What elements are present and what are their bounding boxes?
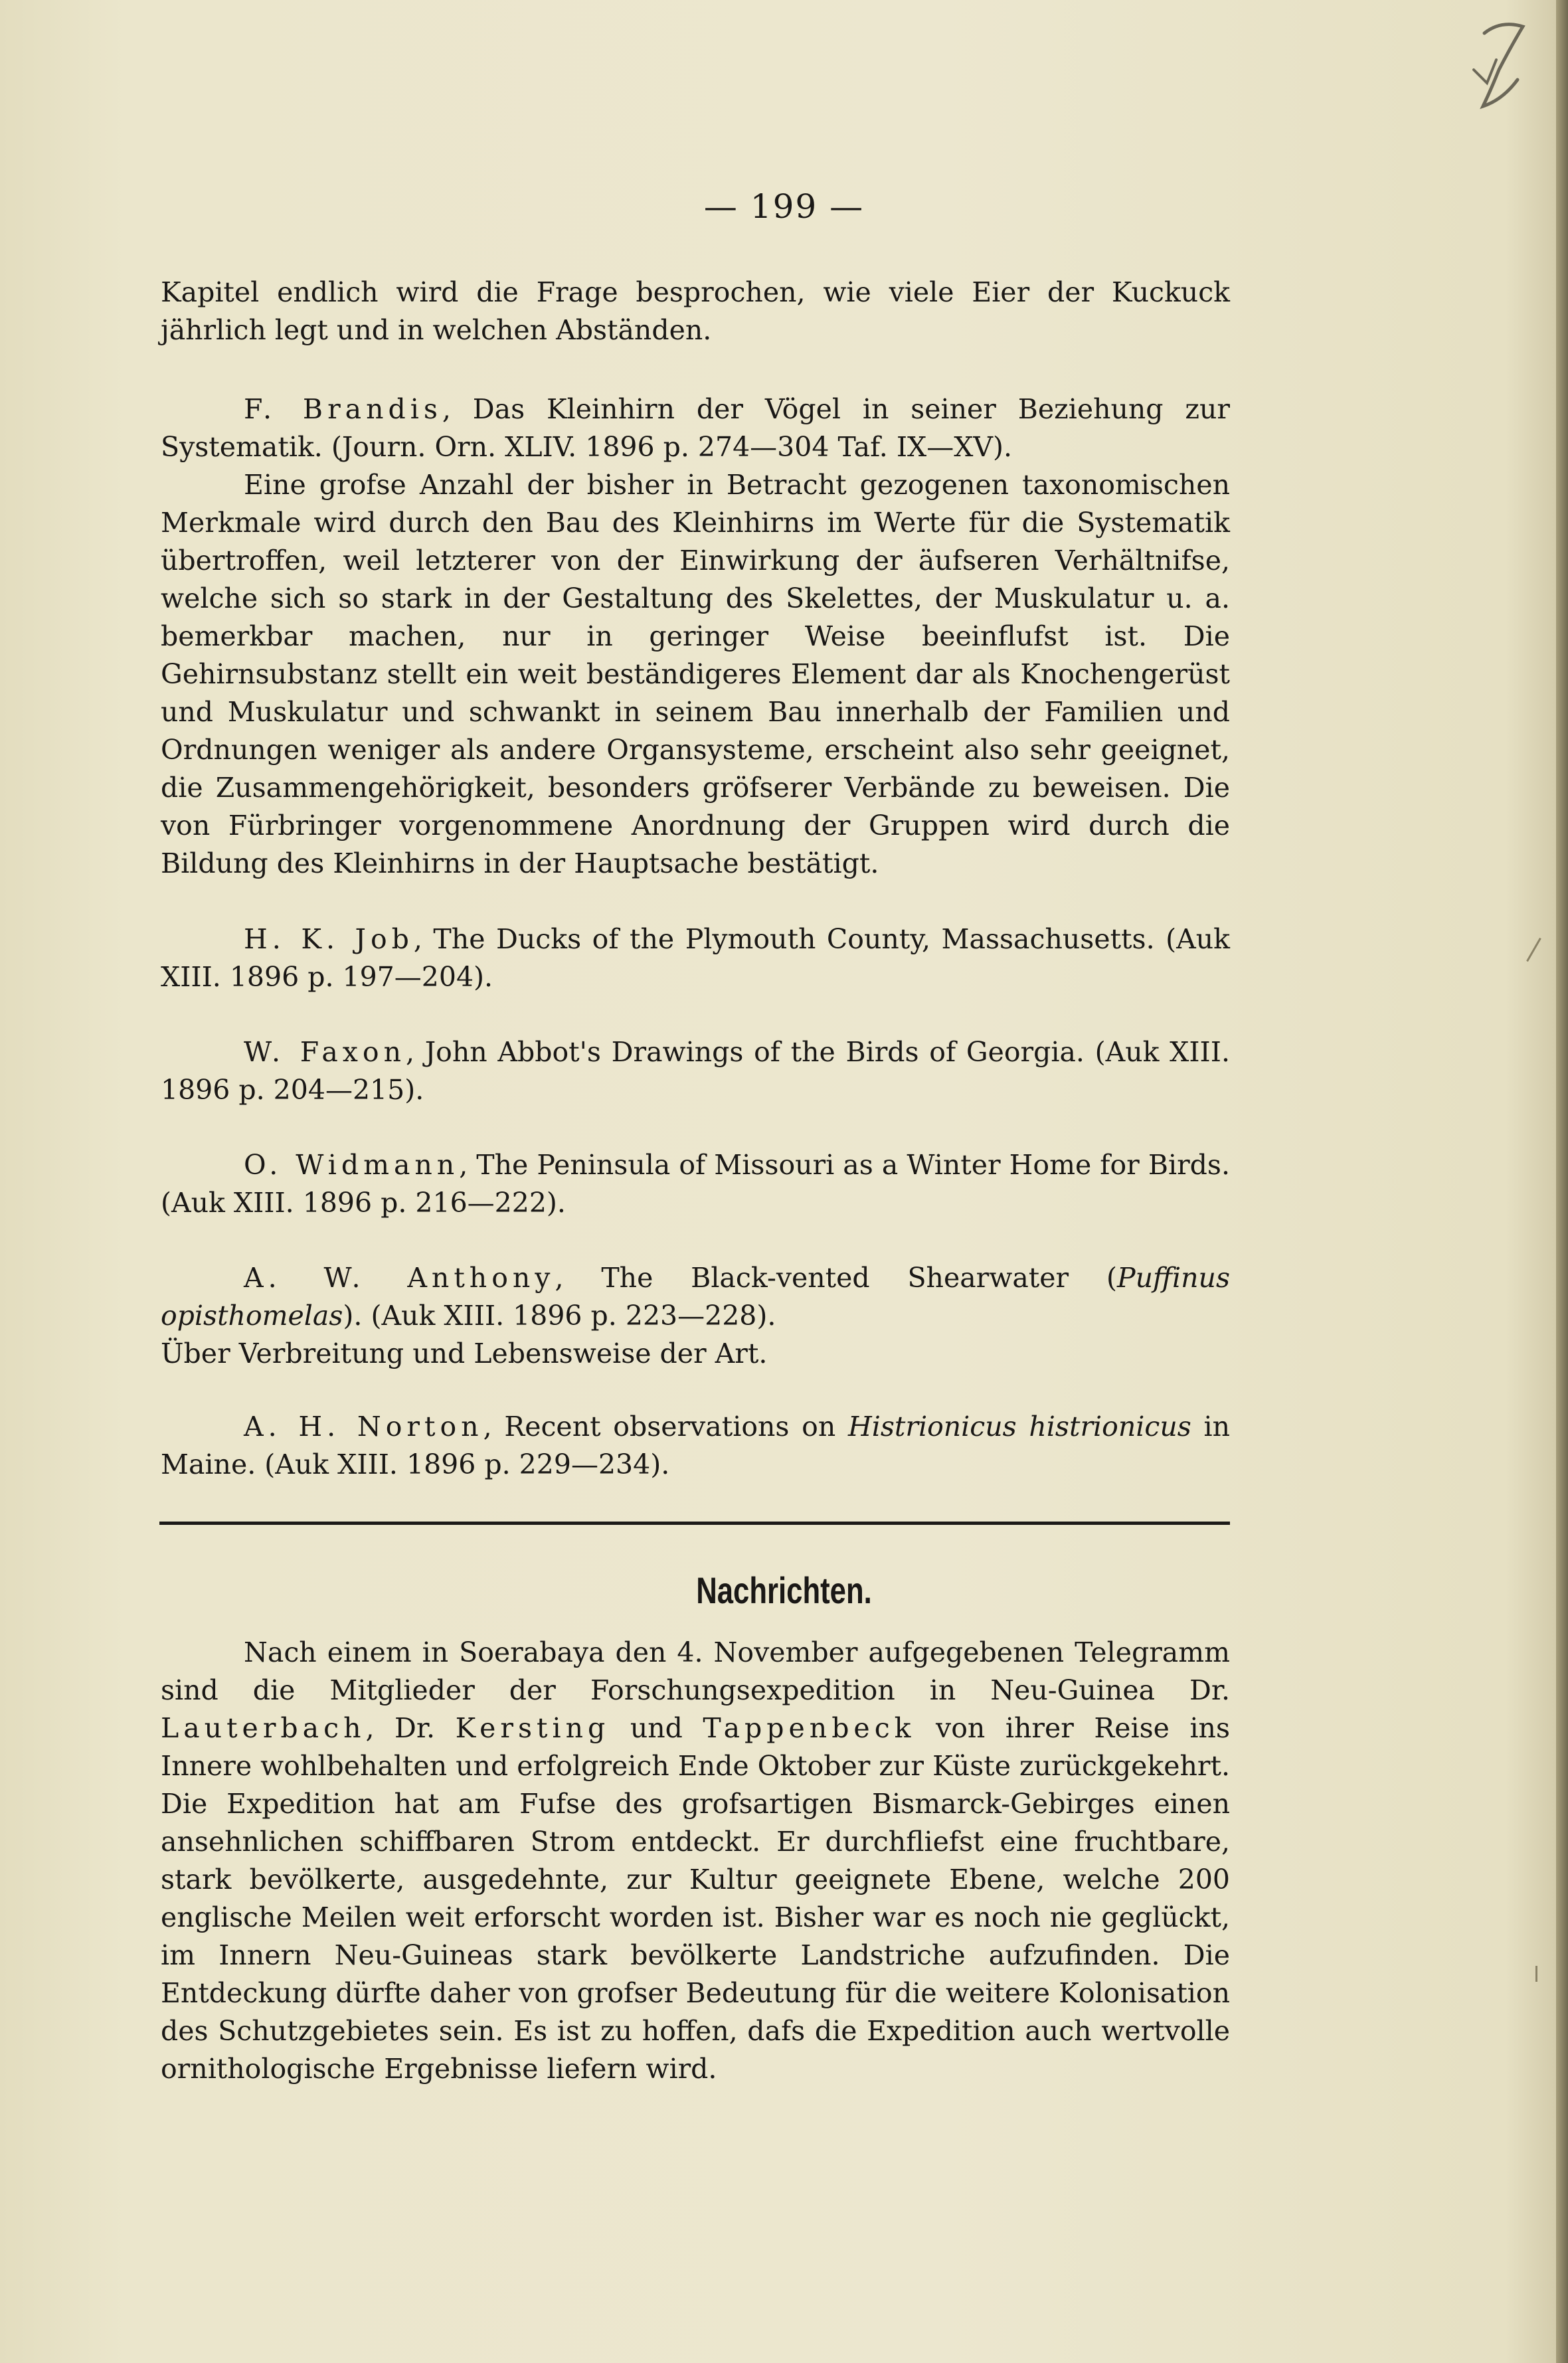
entry-summary: Eine grofse Anzahl der bisher in Betracht gezogenen taxonomischen Merkmale wird durch den Bau des Kleinhirns im Werte für die Systematik übertroffen, weil letzterer von der Einwirkung der äufseren Verhältnifse, welche sich so stark in der Gestaltung des Skelettes, der Muskulatur u. a. bemerkbar machen, nur in geringer Weise beeinflufst ist. Die Gehirnsubstanz stellt ein weit beständigeres Element dar als Knochengerüst und Muskulatur und schwankt in seinem Bau innerhalb der Familien und Ordnungen weniger als andere Organsysteme, erscheint also sehr geeignet, die Zusammengehörigkeit, besonders gröfserer Verbände zu beweisen. Die von Fürbringer vorgenommene Anordnung der Gruppen wird durch die Bildung des Kleinhirns in der Hauptsache bestätigt. xyxy=(161,469,1230,879)
person-name: Lauterbach xyxy=(161,1712,366,1744)
paragraph-text: Kapitel endlich wird die Frage besprochen, wie viele Eier der Kuckuck jährlich legt und in welchen Abständen. xyxy=(161,276,1230,346)
entry-note: Über Verbreitung und Lebensweise der Art. xyxy=(161,1338,768,1369)
section-divider xyxy=(159,1522,1230,1525)
entry-citation: , John Abbot's Drawings of the Birds of Georgia. (Auk XIII. 1896 p. 204—215). xyxy=(161,1036,1230,1106)
page-number: — 199 — xyxy=(703,187,865,226)
news-text: und xyxy=(610,1712,703,1744)
entry-citation: , The Peninsula of Missouri as a Winter Home for Birds. (Auk XIII. 1896 p. 216—222). xyxy=(161,1149,1230,1219)
paragraph-kapitel xyxy=(161,274,1230,349)
entry-author: H. K. Job xyxy=(244,923,414,955)
entry-citation: , The Ducks of the Plymouth County, Massachusetts. (Auk XIII. 1896 p. 197—204). xyxy=(161,923,1230,993)
species-name: Puffinus opisthomelas xyxy=(161,1262,1230,1332)
handwritten-corner-mark xyxy=(1464,7,1537,120)
entry-author: A. H. Norton xyxy=(244,1411,483,1443)
person-name: Tappenbeck xyxy=(703,1712,916,1744)
news-text: Nach einem in Soerabaya den 4. November aufgegebenen Telegramm sind die Mitglieder der Forschungsexpedition in Neu-Guinea Dr. xyxy=(161,1636,1230,1706)
news-paragraph xyxy=(161,1634,1230,2088)
entry-citation-end: ). (Auk XIII. 1896 p. 223—228). xyxy=(343,1300,776,1332)
entry-citation: , Recent observations on xyxy=(483,1411,848,1443)
species-name: Histrionicus histrionicus xyxy=(847,1411,1191,1443)
entry-citation: , Das Kleinhirn der Vögel in seiner Beziehung zur Systematik. (Journ. Orn. XLIV. 1896 p. 274—304 Taf. IX—XV). xyxy=(161,393,1230,463)
margin-mark xyxy=(1535,1966,1537,1982)
entry-author: O. Widmann xyxy=(244,1149,460,1181)
entry-citation: , The Black-vented Shearwater ( xyxy=(555,1262,1117,1294)
entry-author: W. Faxon xyxy=(244,1036,406,1068)
news-text: von ihrer Reise ins Innere wohlbehalten und erfolgreich Ende Oktober zur Küste zurückgekehrt. Die Expedition hat am Fufse des grofsartigen Bismarck-Gebirges einen ansehnlichen schiffbaren Strom entdeckt. Er durchfliefst eine fruchtbare, stark bevölkerte, ausgedehnte, zur Kultur geeignete Ebene, welche 200 englische Meilen weit erforscht worden ist. Bisher war es noch nie geglückt, im Innern Neu-Guineas stark bevölkerte Landstriche aufzufinden. Die Entdeckung dürfte daher von grofser Bedeutung für die weitere Kolonisation des Schutzgebietes sein. Es ist zu hoffen, dafs die Expedition auch wertvolle ornithologische Ergebnisse liefern wird. xyxy=(161,1712,1230,2085)
person-name: Kersting xyxy=(455,1712,610,1744)
entry-norton xyxy=(161,1408,1230,1484)
entry-author: A. W. Anthony xyxy=(244,1262,555,1294)
entry-citation-end: in Maine. (Auk XIII. 1896 p. 229—234). xyxy=(161,1411,1230,1480)
section-heading: Nachrichten. xyxy=(696,1569,872,1611)
news-text: , Dr. xyxy=(365,1712,456,1744)
entry-faxon xyxy=(161,1033,1230,1109)
entry-job xyxy=(161,920,1230,996)
page-edge-shadow xyxy=(1556,0,1568,2363)
entry-brandis xyxy=(161,391,1230,883)
entry-widmann xyxy=(161,1146,1230,1222)
entry-author: F. Brandis xyxy=(244,393,442,425)
entry-anthony xyxy=(161,1259,1230,1373)
